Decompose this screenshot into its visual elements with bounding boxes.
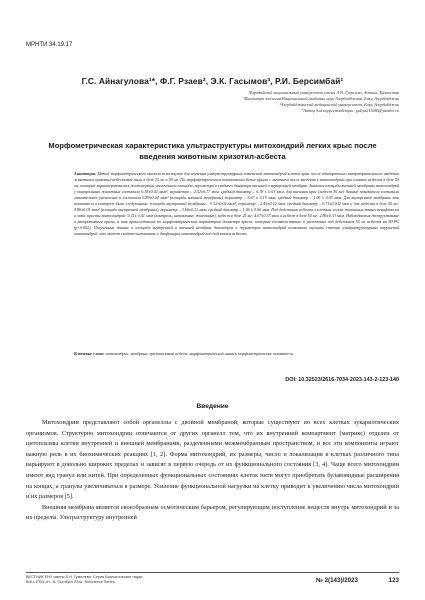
- body-paragraph: Митохондрии представляют собой органеллы с двойной мембраной, которые существуют во всех клетках эукариотических организмов. Структурно митохондрии отличаются от других органелл тем, что их внутренний компартмент (матрикс) отделен от цитоплазмы клетки внутренней и внешней мембранами, разделенными межмембранным пространством, и все эти компоненты играют важную роль в их биохимических реакциях [1, 2]. Форма митохондрий, их размеры, число и локализация в клетках различного типа варьируют в довольно широких пределах и зависят в первую очередь от их функционального состояния [3, 4]. Чаще всего митохондрии имеют вид гранул или нитей. При определенных функциональных состояниях клеток нити могут приобретать булавовидные расширения на концах, а гранулы увеличиваться в размере. Усиление функциональной нагрузки на клетку приводит к увеличению числа митохондрий и их размеров [5].: [26, 419, 399, 501]
- udc-code: МРНТИ 34.19.17: [26, 42, 73, 48]
- affiliation-line: ¹Евразийский национальный университет имени Л.Н. Гумилева, Астана, Казахстан: [248, 90, 399, 95]
- affiliation-line: ³Азербайджанский медицинский университет, Баку, Азербайджан: [279, 102, 399, 107]
- affiliation-line: ²Институт зоологии Национальной академии наук Азербайджана, Баку, Азербайджан: [243, 96, 399, 101]
- article-title: Морфометрическая характеристика ультраструктуры митохондрий легких крыс после введения животным хризотил-асбеста: [48, 141, 377, 161]
- issue-number: № 2(143)/2023: [316, 577, 358, 584]
- keywords: [74, 351, 399, 357]
- affiliations: [0, 90, 399, 114]
- abstract-label: Аннотация.: [74, 171, 96, 176]
- keywords-label: Ключевые слова:: [74, 351, 105, 356]
- footer-divider: [26, 572, 399, 573]
- journal-name-ru: ВЕСТНИК ЕНУ имени Л.Н. Гумилева. Серия Биологические науки: [26, 575, 143, 579]
- journal-name-en: BULLETIN of L.N. Gumilyov ENU. Bioscience Series: [26, 580, 115, 585]
- page-number: 123: [388, 577, 399, 584]
- section-heading: Введение: [196, 403, 229, 410]
- body-paragraph: Внешняя мембрана является своеобразным осмотическим барьером, регулирующим поступление веществ внутрь митохондрий и за их пределы. Ультраструктуру внутренней: [26, 503, 399, 522]
- keywords-text: митохондрии, мембрана, хризотиловый асбест, морфометрический анализ, морфометрические показатели.: [105, 351, 294, 356]
- journal-name: [26, 575, 142, 586]
- abstract: [74, 171, 399, 238]
- corresponding-author: *Автор для корреспонденции: galiya211086@yandex.ru: [301, 108, 399, 113]
- body-text: [26, 418, 399, 524]
- abstract-text: Метод морфометрического анализа используют для изучения ультраструктурных изменений митохондрий клеток крыс после однократного интратрахеального введения животным хризотил-асбестовой пыли в дозе 25 мг и 50 мг. По морфометрическим показателям белые крысы с мечением после введения в митохондриях при влиянии асбеста в дозе 50 мг, которые характеризовались достоверным увеличением площади, периметра и среднего диаметра внешней и внутренней мембран. Значение площади внешней мембраны митохондрий у контрольных животных составило 0.38±0.02 мкм², периметра – 2.52±0.17 мкм, средний диаметр – 0.78 ± 0.03 мкм, для внешних крис (асбест 50 мг) данные показатели составили значительное увеличение и составили 0.89±0.04 мкм² (площадь внешней мембраны), периметр – 3.67 ± 0.19 мкм, средний диаметр – 1.06 ± 0.05 мкм. Для внутренней мембраны эти показатели в контроле были следующими: площадь внутренней мембраны – 0.32±0.02 мкм², периметр – 2.40±0.12 мкм, средний диаметр – 0.71±0.032 мкм и для асбеста в дозе 50 мг: 0.86±0.05 мкм² (площадь внутренней мембраны), периметр – 3.66±0.21 мкм, средний диаметр – 1.06 ± 0.06 мкм. Под действием асбеста в клетках легких животных тканеспецифически в лизис кристы митохондрий: 9.21± 0.41 мкм (контроль, интактные животные), асбест в дозе 25 мг: 4.07±0.33 мкм и асбест в дозе 50 мг: 2.86±0.33 мкм. Наблюдаемые деструктивные и репаративные кризы, а так происходившие по морфометрическим параметрам диаметра крист, который соответственно к увеличению под действием 50 мг асбеста на 90.9% (p<0.002). Полученные данные в площади внутренней и внешней мембран, диаметров и периметров митохондрий позволяют оценить степень ультраструктурных нарушений митохондрий, что может свидетельствовать о дисфункции митохондрий под действием асбеста.: [74, 171, 400, 237]
- author-list: Г.С. Айнагулова¹*, Ф.Г. Рзаев², Э.К. Гасымов³, Р.И. Берсимбай¹: [81, 76, 344, 86]
- doi-link[interactable]: DOI: 10.32523/2616-7034-2023-143-2-123-140: [285, 377, 399, 383]
